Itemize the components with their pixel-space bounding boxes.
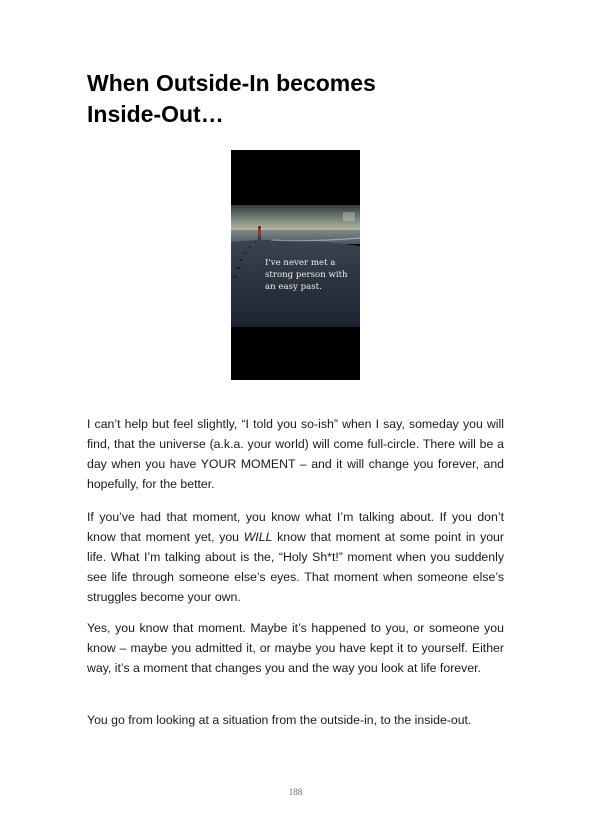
sky (231, 205, 360, 233)
paragraph-2-text-b: know that moment at some point in your life. What I’m talking about is the, “Holy Sh*t!” moment when you suddenly see life through someone else’s eyes. That moment when someone else’s struggles become your own. (87, 530, 504, 604)
page-number: 188 (288, 787, 303, 797)
watermark-logo (343, 212, 355, 221)
paragraph-1: I can’t help but feel slightly, “I told you so-ish” when I say, someday you will find, that the universe (a.k.a. your world) will come full-circle. There will be a day when you have YOUR MOMENT – and it will change you forever, and hopefully, for the better. (87, 417, 504, 491)
page-title-line-1: When Outside-In becomes (87, 70, 376, 96)
paragraph-2-text-a: If you’ve had that moment, you know what I’m talking about. If you don’t know that moment yet, you (87, 510, 504, 544)
page-title-line-2: Inside-Out… (87, 101, 224, 127)
paragraph-2 (87, 507, 504, 607)
quote-line-1: I've never met a (265, 258, 336, 268)
quote-photo-art (231, 150, 360, 380)
quote-photo (231, 150, 360, 380)
paragraph-4: You go from looking at a situation from the outside-in, to the inside-out. (87, 713, 472, 727)
quote-line-3: an easy past. (265, 282, 322, 292)
paragraph-3: Yes, you know that moment. Maybe it’s happened to you, or someone you know – maybe you admitted it, or maybe you have kept it to yourself. Either way, it’s a moment that changes you and the way you look at life forever. (87, 621, 504, 675)
page-title (87, 68, 507, 130)
quote-line-2: strong person with (265, 270, 348, 280)
paragraph-2-emphasis: WILL (243, 530, 273, 544)
